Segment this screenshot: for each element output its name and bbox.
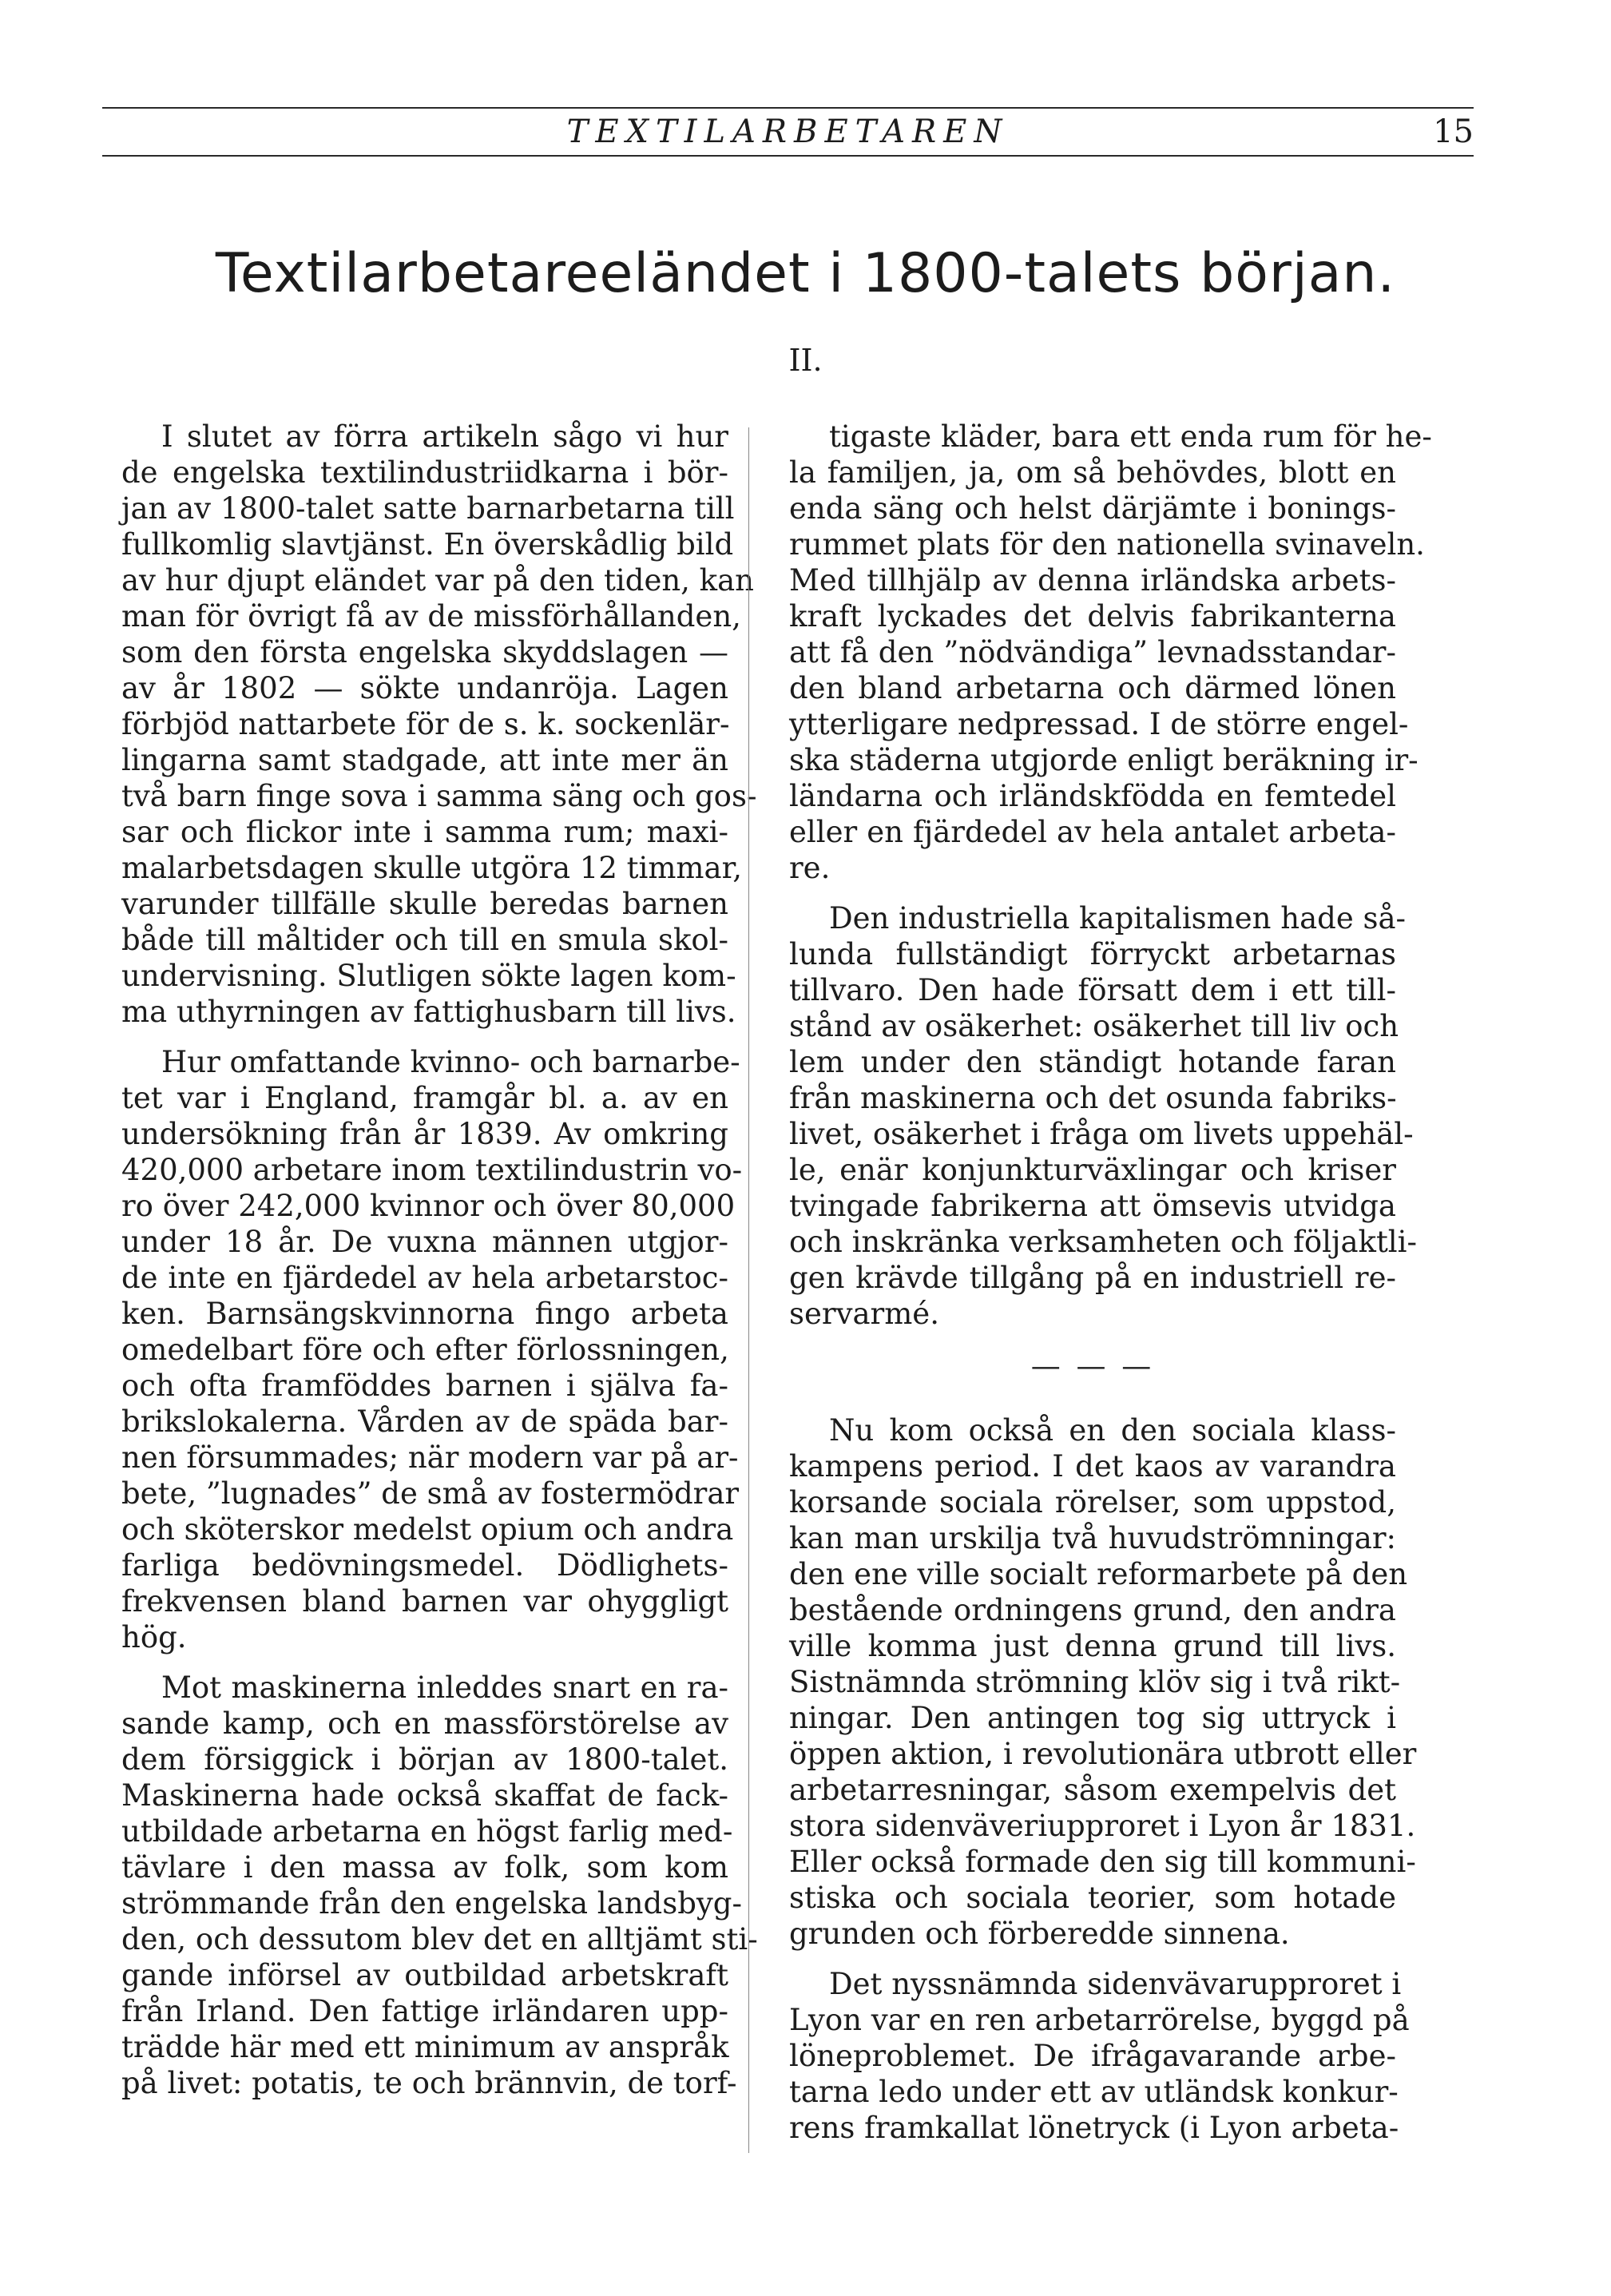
text-line: under 18 år. De vuxna männen utgjor- bbox=[121, 1225, 728, 1259]
paragraph bbox=[789, 1412, 1417, 1952]
text-line: lem under den ständigt hotande faran bbox=[789, 1045, 1396, 1079]
text-line: ville komma just denna grund till livs. bbox=[789, 1629, 1396, 1663]
paragraph-gap bbox=[789, 1952, 1396, 1966]
text-line: tigaste kläder, bara ett enda rum för he- bbox=[829, 419, 1432, 454]
text-line: Mot maskinerna inleddes snart en ra- bbox=[161, 1670, 728, 1705]
page-number: 15 bbox=[1433, 113, 1474, 150]
header-rule-top bbox=[102, 107, 1474, 109]
text-line: tävlare i den massa av folk, som kom bbox=[121, 1850, 728, 1885]
running-head bbox=[102, 112, 1474, 152]
text-line: gen krävde tillgång på en industriell re- bbox=[789, 1261, 1396, 1295]
text-line: från Irland. Den fattige irländaren upp- bbox=[121, 1994, 728, 2028]
paragraph-gap bbox=[789, 886, 1396, 900]
text-line: arbetarresningar, såsom exempelvis det bbox=[789, 1773, 1396, 1807]
text-line: re. bbox=[789, 851, 831, 885]
text-line: förbjöd nattarbete för de s. k. sockenlär- bbox=[121, 707, 730, 741]
text-line: utbildade arbetarna en högst farlig med- bbox=[121, 1814, 733, 1849]
text-line: ytterligare nedpressad. I de större engel- bbox=[789, 707, 1409, 741]
text-line: ken. Barnsängskvinnorna fingo arbeta bbox=[121, 1297, 728, 1331]
paragraph bbox=[121, 419, 757, 1030]
text-line: Hur omfattande kvinno- och barnarbe- bbox=[161, 1045, 740, 1079]
text-line: kraft lyckades det delvis fabrikanterna bbox=[789, 599, 1396, 634]
text-line: omedelbart före och efter förlossningen, bbox=[121, 1333, 729, 1367]
text-line: och sköterskor medelst opium och andra bbox=[121, 1512, 734, 1547]
text-line: tet var i England, framgår bl. a. av en bbox=[121, 1081, 728, 1115]
text-line: undervisning. Slutligen sökte lagen kom- bbox=[121, 959, 736, 993]
text-line: rens framkallat lönetryck (i Lyon arbeta- bbox=[789, 2111, 1399, 2145]
text-line: öppen aktion, i revolutionära utbrott eller bbox=[789, 1737, 1417, 1771]
text-line: ländarna och irländskfödda en femtedel bbox=[789, 779, 1396, 813]
journal-name: TEXTILARBETAREN bbox=[566, 113, 1010, 150]
text-line: tarna ledo under ett av utländsk konkur- bbox=[789, 2075, 1399, 2109]
text-line: dem försiggick i början av 1800-talet. bbox=[121, 1742, 728, 1777]
text-line: nen försummades; när modern var på ar- bbox=[121, 1440, 739, 1475]
text-line: bestående ordningens grund, den andra bbox=[789, 1593, 1396, 1627]
text-line: de engelska textilindustriidkarna i bör- bbox=[121, 455, 728, 490]
text-line: som den första engelska skyddslagen — bbox=[121, 635, 728, 669]
paragraph bbox=[789, 419, 1432, 886]
text-line: från maskinerna och det osunda fabriks- bbox=[789, 1081, 1397, 1115]
text-line: tvingade fabrikerna att ömsevis utvidga bbox=[789, 1189, 1396, 1223]
right-column bbox=[789, 419, 1432, 2146]
text-line: la familjen, ja, om så behövdes, blott en bbox=[789, 455, 1396, 490]
paragraph bbox=[789, 900, 1417, 1332]
text-line: den, och dessutom blev det en alltjämt sti- bbox=[121, 1922, 758, 1956]
column-divider bbox=[748, 427, 749, 2153]
text-line: ningar. Den antingen tog sig uttryck i bbox=[789, 1701, 1396, 1735]
text-line: sar och flickor inte i samma rum; maxi- bbox=[121, 815, 728, 849]
text-line: korsande sociala rörelser, som uppstod, bbox=[789, 1485, 1396, 1519]
text-line: stånd av osäkerhet: osäkerhet till liv och bbox=[789, 1009, 1399, 1043]
paragraph bbox=[121, 1044, 743, 1655]
text-line: den bland arbetarna och därmed lönen bbox=[789, 671, 1396, 705]
text-line: lingarna samt stadgade, att inte mer än bbox=[121, 743, 728, 777]
text-line: på livet: potatis, te och brännvin, de torf- bbox=[121, 2066, 737, 2100]
text-line: jan av 1800-talet satte barnarbetarna till bbox=[121, 491, 735, 526]
text-line: Nu kom också en den sociala klass- bbox=[829, 1413, 1396, 1448]
text-line: strömmande från den engelska landsbyg- bbox=[121, 1886, 742, 1921]
text-line: att få den ”nödvändiga” levnadsstandar- bbox=[789, 635, 1396, 669]
paragraph bbox=[789, 1966, 1410, 2146]
text-line: och inskränka verksamheten och följaktli- bbox=[789, 1225, 1417, 1259]
text-line: servarmé. bbox=[789, 1297, 939, 1331]
text-line: ro över 242,000 kvinnor och över 80,000 bbox=[121, 1189, 736, 1223]
text-line: brikslokalerna. Vården av de späda bar- bbox=[121, 1404, 728, 1439]
text-line: ska städerna utgjorde enligt beräkning ir- bbox=[789, 743, 1419, 777]
text-line: Det nyssnämnda sidenvävarupproret i bbox=[829, 1967, 1402, 2001]
text-line: Den industriella kapitalismen hade så- bbox=[829, 901, 1407, 935]
text-line: Med tillhjälp av denna irländska arbets- bbox=[789, 563, 1396, 598]
text-line: två barn finge sova i samma säng och gos- bbox=[121, 779, 757, 813]
text-line: bete, ”lugnades” de små av fostermödrar bbox=[121, 1476, 740, 1511]
text-line: fullkomlig slavtjänst. En överskådlig bild bbox=[121, 527, 734, 562]
text-line: 420,000 arbetare inom textilindustrin vo- bbox=[121, 1153, 743, 1187]
section-number: II. bbox=[788, 343, 823, 378]
text-line: och ofta framföddes barnen i själva fa- bbox=[121, 1368, 728, 1403]
text-line: Lyon var en ren arbetarrörelse, byggd på bbox=[789, 2003, 1410, 2037]
text-line: kan man urskilja två huvudströmningar: bbox=[789, 1521, 1396, 1555]
text-line: ma uthyrningen av fattighusbarn till livs. bbox=[121, 995, 736, 1029]
text-line: livet, osäkerhet i fråga om livets uppehäl- bbox=[789, 1117, 1414, 1151]
text-line: den ene ville socialt reformarbete på den bbox=[789, 1557, 1408, 1591]
text-line: farliga bedövningsmedel. Dödlighets- bbox=[121, 1548, 728, 1583]
text-line: kampens period. I det kaos av varandra bbox=[789, 1449, 1396, 1484]
text-line: de inte en fjärdedel av hela arbetarstoc- bbox=[121, 1261, 728, 1295]
text-line: I slutet av förra artikeln sågo vi hur bbox=[161, 419, 728, 454]
text-line: löneproblemet. De ifrågavarande arbe- bbox=[789, 2039, 1396, 2073]
text-line: av hur djupt eländet var på den tiden, kan bbox=[121, 563, 754, 598]
text-line: tillvaro. Den hade försatt dem i ett till- bbox=[789, 973, 1396, 1007]
text-line: stora sidenväveriupproret i Lyon år 1831. bbox=[789, 1809, 1416, 1843]
header-rule-bottom bbox=[102, 155, 1474, 157]
text-line: le, enär konjunkturväxlingar och kriser bbox=[789, 1153, 1396, 1187]
text-line: enda säng och helst därjämte i bonings- bbox=[789, 491, 1396, 526]
text-line: stiska och sociala teorier, som hotade bbox=[789, 1881, 1396, 1915]
text-line: varunder tillfälle skulle beredas barnen bbox=[121, 887, 728, 921]
text-line: rummet plats för den nationella svinaveln. bbox=[789, 527, 1425, 562]
article-title: Textilarbetareeländet i 1800-talets början. bbox=[215, 242, 1396, 305]
text-line: man för övrigt få av de missförhållanden, bbox=[121, 599, 741, 634]
text-line: sande kamp, och en massförstörelse av bbox=[121, 1706, 728, 1741]
paragraph bbox=[121, 1670, 758, 2101]
text-line: Maskinerna hade också skaffat de fack- bbox=[121, 1778, 728, 1813]
text-line: malarbetsdagen skulle utgöra 12 timmar, bbox=[121, 851, 742, 885]
section-break: — — — bbox=[1030, 1349, 1155, 1383]
text-line: Eller också formade den sig till kommuni- bbox=[789, 1845, 1416, 1879]
paragraph-gap bbox=[121, 1655, 728, 1670]
text-line: hög. bbox=[121, 1620, 187, 1654]
text-line: grunden och förberedde sinnena. bbox=[789, 1917, 1290, 1951]
text-line: både till måltider och till en smula skol- bbox=[121, 923, 728, 957]
text-line: gande införsel av outbildad arbetskraft bbox=[121, 1958, 728, 1992]
paragraph-gap bbox=[121, 1030, 728, 1044]
text-line: Sistnämnda strömning klöv sig i två rikt- bbox=[789, 1665, 1401, 1699]
left-column bbox=[121, 419, 758, 2101]
text-line: trädde här med ett minimum av anspråk bbox=[121, 2030, 729, 2064]
text-line: frekvensen bland barnen var ohyggligt bbox=[121, 1584, 728, 1619]
text-line: lunda fullständigt förryckt arbetarnas bbox=[789, 937, 1396, 971]
text-line: av år 1802 — sökte undanröja. Lagen bbox=[121, 671, 728, 705]
text-line: undersökning från år 1839. Av omkring bbox=[121, 1117, 728, 1151]
text-line: eller en fjärdedel av hela antalet arbeta- bbox=[789, 815, 1396, 849]
